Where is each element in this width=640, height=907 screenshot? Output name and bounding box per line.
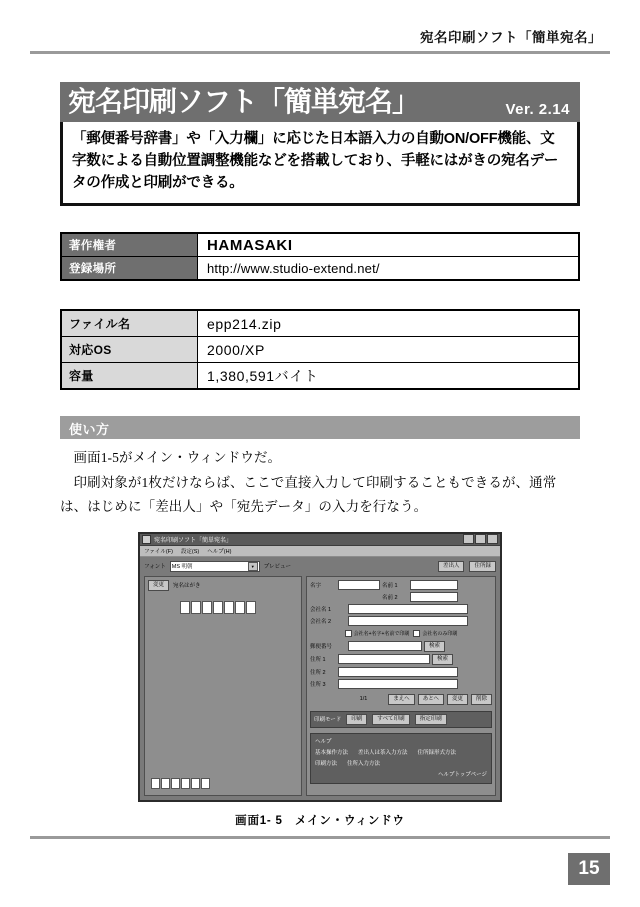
table-row — [61, 233, 579, 257]
usage-paragraph-1: 画面1-5がメイン・ウィンドウだ。 — [73, 450, 282, 466]
postal-label: 郵便番号 — [310, 644, 333, 651]
checkbox-icon[interactable] — [413, 630, 420, 637]
firstname1-label: 名前 1 — [382, 582, 398, 589]
form-row-address2 — [310, 667, 492, 677]
checkbox-label-2: 会社名のみ印刷 — [422, 630, 458, 637]
company2-input[interactable] — [348, 616, 468, 626]
app-window — [138, 532, 502, 802]
window-controls — [463, 534, 498, 544]
address3-label: 住所 3 — [310, 681, 326, 688]
address1-label: 住所 1 — [310, 657, 326, 664]
postal-input[interactable] — [348, 641, 422, 651]
software-version: Ver. 2.14 — [505, 101, 570, 118]
figure-caption: 画面1- 5 メイン・ウィンドウ — [235, 814, 405, 827]
postal-box — [181, 778, 190, 789]
minimize-icon[interactable] — [463, 534, 474, 544]
postal-box — [161, 778, 170, 789]
address2-input[interactable] — [338, 667, 458, 677]
page-header — [0, 0, 640, 56]
file-info-value-filename: epp214.zip — [198, 310, 580, 337]
edit-record-button[interactable]: 変更 — [447, 694, 468, 705]
address-book-button[interactable]: 住所録 — [469, 561, 496, 572]
software-description: 「郵便番号辞書」や「入力欄」に応じた日本語入力の自動ON/OFF機能、文字数による自動位置調整機能などを搭載しており、手軽にはがきの宛名データの作成と印刷ができる。 — [60, 122, 580, 206]
firstname1-input[interactable] — [410, 580, 458, 590]
font-select[interactable] — [170, 561, 260, 572]
lastname-label: 名字 — [310, 582, 322, 589]
print-selected-button[interactable]: 指定印刷 — [415, 714, 447, 725]
credits-key-author: 著作権者 — [61, 233, 198, 257]
postal-box — [180, 601, 190, 614]
form-row-name2 — [310, 592, 492, 602]
maximize-icon[interactable] — [475, 534, 486, 544]
form-row-postal — [310, 641, 492, 652]
menu-item-file[interactable]: ファイル(F) — [144, 548, 173, 555]
file-info-value-size: 1,380,591バイト — [198, 363, 580, 390]
sender-button[interactable]: 差出人 — [438, 561, 465, 572]
help-links-row-1 — [315, 748, 487, 756]
table-row — [61, 363, 579, 390]
form-row-company2 — [310, 616, 492, 626]
preview-pane-header — [148, 580, 298, 591]
usage-section-heading: 使い方 — [60, 416, 580, 439]
postal-box — [151, 778, 160, 789]
help-top-page-link[interactable]: ヘルプトップページ — [437, 771, 487, 778]
form-row-name — [310, 580, 492, 590]
credits-value-author: HAMASAKI — [198, 233, 580, 257]
panes — [144, 576, 496, 796]
postal-box — [246, 601, 256, 614]
table-row — [61, 310, 579, 337]
help-link-address-book-format[interactable]: 住所録形式方法 — [417, 749, 457, 756]
address-search-button[interactable]: 検索 — [432, 654, 453, 665]
credits-table — [60, 232, 580, 281]
delete-record-button[interactable]: 削除 — [471, 694, 492, 705]
help-panel-title: ヘルプ — [315, 738, 332, 745]
file-info-key-os: 対応OS — [61, 337, 198, 363]
file-info-value-os: 2000/XP — [198, 337, 580, 363]
firstname2-input[interactable] — [410, 592, 458, 602]
software-title-band — [60, 82, 580, 122]
form-row-company1 — [310, 604, 492, 614]
menu-item-settings[interactable]: 設定(S) — [180, 548, 200, 555]
postal-box — [213, 601, 223, 614]
company1-input[interactable] — [348, 604, 468, 614]
help-links-row-2 — [315, 759, 487, 767]
menu-item-help[interactable]: ヘルプ(H) — [207, 548, 232, 555]
preview-label[interactable]: プレビュー — [263, 564, 292, 571]
usage-paragraph-2: 印刷対象が1枚だけならば、ここで直接入力して印刷することもできるが、通常は、はじめに「差出人」や「宛先データ」の入力を行なう。 — [60, 475, 557, 514]
window-body — [140, 557, 500, 800]
close-icon[interactable] — [487, 534, 498, 544]
footer-divider — [30, 836, 610, 839]
checkbox-label-1: 会社名+名字+名前で印刷 — [353, 630, 410, 637]
postal-box — [202, 601, 212, 614]
font-select-value: MS 明朝 — [171, 564, 193, 571]
page-indicator: 1/1 — [359, 696, 368, 703]
menu-bar — [140, 546, 500, 557]
print-mode-bar — [310, 711, 492, 728]
postal-box — [191, 778, 200, 789]
firstname2-label: 名前 2 — [382, 594, 398, 601]
form-row-address1 — [310, 654, 492, 665]
record-pager — [310, 694, 492, 705]
postal-search-button[interactable]: 検索 — [424, 641, 445, 652]
postal-box — [224, 601, 234, 614]
page-content — [60, 82, 580, 828]
checkbox-icon[interactable] — [345, 630, 352, 637]
address3-input[interactable] — [338, 679, 458, 689]
form-row-address3 — [310, 679, 492, 689]
checkbox-company-only[interactable] — [413, 630, 457, 637]
postal-box — [235, 601, 245, 614]
print-all-button[interactable]: すべて印刷 — [372, 714, 409, 725]
next-record-button[interactable]: あとへ — [418, 694, 444, 705]
running-header-title: 宛名印刷ソフト「簡単宛名」 — [420, 30, 602, 45]
address2-label: 住所 2 — [310, 669, 326, 676]
software-title: 宛名印刷ソフト「簡単宛名」 — [68, 86, 420, 117]
credits-key-location: 登録場所 — [61, 257, 198, 281]
company1-label: 会社名 1 — [310, 606, 332, 613]
preview-pane — [144, 576, 302, 796]
checkbox-company-name-full[interactable] — [345, 630, 410, 637]
file-info-key-size: 容量 — [61, 363, 198, 390]
window-title: 宛名印刷ソフト「簡単宛名」 — [154, 537, 233, 544]
print-mode-label: 印刷モード — [314, 717, 342, 724]
file-info-table — [60, 309, 580, 390]
header-divider — [30, 51, 610, 54]
credits-value-location: http://www.studio-extend.net/ — [198, 257, 580, 281]
toolbar — [144, 561, 496, 572]
window-titlebar — [140, 534, 500, 546]
print-option-checkboxes — [310, 630, 492, 637]
help-link-basic-operation[interactable]: 基本操作方法 — [315, 749, 349, 756]
postal-box — [201, 778, 210, 789]
figure-screenshot — [60, 532, 580, 802]
change-layout-button[interactable]: 変更 — [148, 580, 169, 591]
table-row — [61, 257, 579, 281]
print-button[interactable]: 印刷 — [346, 714, 367, 725]
help-panel — [310, 733, 492, 784]
company2-label: 会社名 2 — [310, 618, 332, 625]
help-link-address-input[interactable]: 住所入力方法 — [347, 760, 381, 767]
font-label: フォント — [144, 564, 166, 571]
page-number: 15 — [568, 853, 610, 885]
sender-postal-preview-boxes — [151, 778, 210, 789]
lastname-input[interactable] — [338, 580, 380, 590]
prev-record-button[interactable]: まえへ — [388, 694, 414, 705]
card-type-label: 宛名はがき — [173, 583, 201, 590]
table-row — [61, 337, 579, 363]
app-icon — [142, 535, 151, 544]
file-info-key-filename: ファイル名 — [61, 310, 198, 337]
form-pane — [306, 576, 496, 796]
chevron-down-icon[interactable]: ▼ — [248, 562, 258, 571]
postal-box — [191, 601, 201, 614]
postal-box — [171, 778, 180, 789]
help-link-sender-input[interactable]: 差出人は茶入力方法 — [358, 749, 408, 756]
help-link-print-method[interactable]: 印刷方法 — [315, 760, 338, 767]
usage-body-text — [60, 446, 580, 518]
address1-input[interactable] — [338, 654, 430, 664]
toolbar-right-buttons — [438, 561, 496, 572]
postal-code-preview-boxes — [180, 601, 298, 614]
